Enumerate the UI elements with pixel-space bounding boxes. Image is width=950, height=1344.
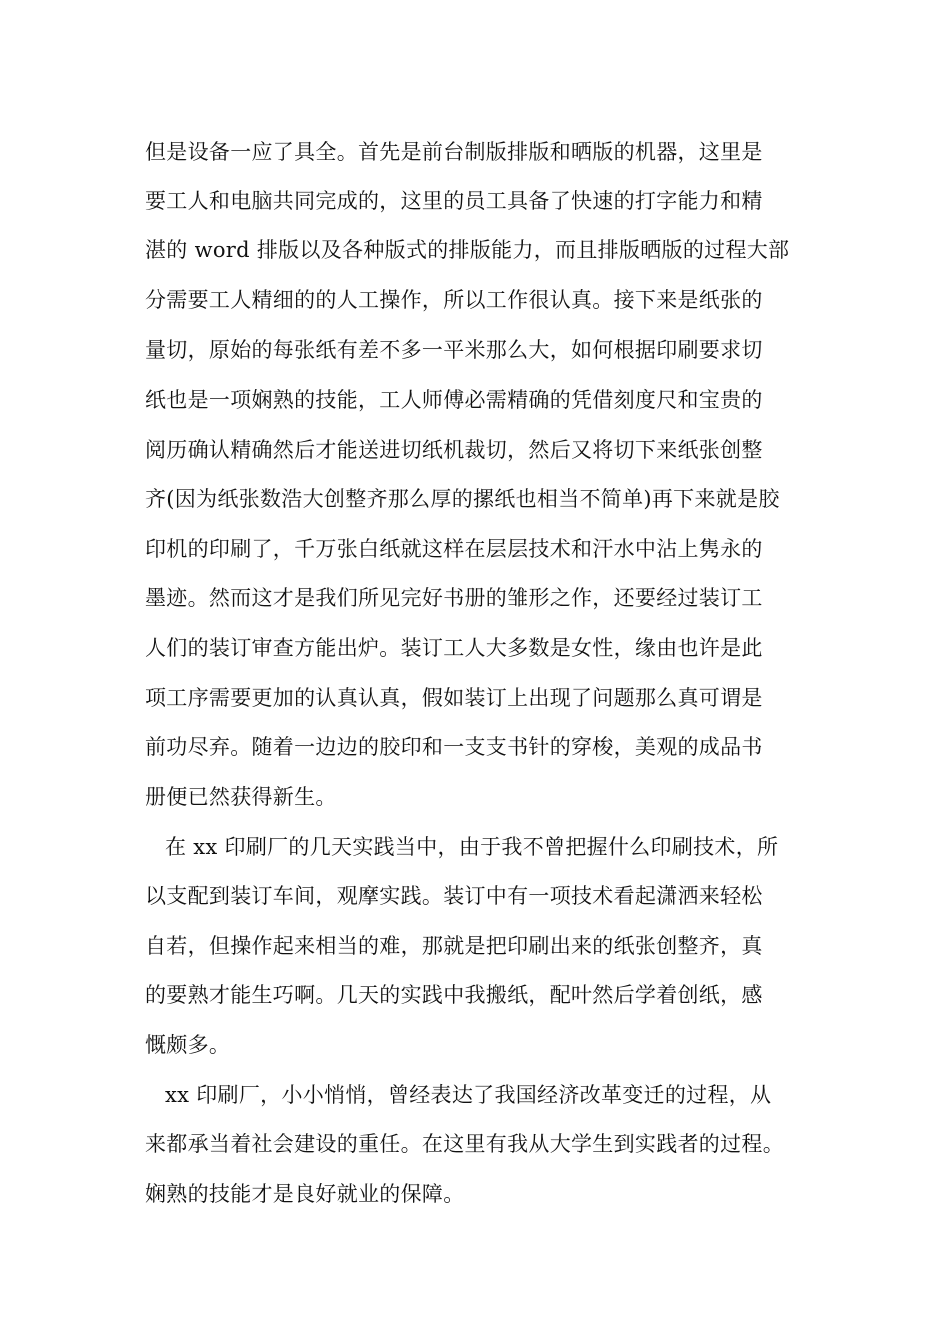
- text-line: 前功尽弃。随着一边边的胶印和一支支书针的穿梭，美观的成品书: [145, 735, 763, 759]
- text-line: 墨迹。然而这才是我们所见完好书册的雏形之作，还要经过装订工: [145, 586, 763, 610]
- text-line: 项工序需要更加的认真认真，假如装订上出现了问题那么真可谓是: [145, 686, 763, 710]
- text-line: 来都承当着社会建设的重任。在这里有我从大学生到实践者的过程。: [145, 1132, 784, 1156]
- text-line: 阅历确认精确然后才能送进切纸机裁切，然后又将切下来纸张创整: [145, 438, 763, 462]
- text-line: 纸也是一项娴熟的技能，工人师傅必需精确的凭借刻度尺和宝贵的: [145, 388, 763, 412]
- text-line: 但是设备一应了具全。首先是前台制版排版和晒版的机器，这里是: [145, 140, 763, 164]
- text-line: 以支配到装订车间，观摩实践。装订中有一项技术看起潇洒来轻松: [145, 884, 763, 908]
- paragraph-first-line: xx 印刷厂，小小悄悄，曾经表达了我国经济改革变迁的过程，从: [165, 1083, 772, 1107]
- text-line: 分需要工人精细的的人工操作，所以工作很认真。接下来是纸张的: [145, 288, 763, 312]
- text-line: 册便已然获得新生。: [145, 785, 337, 809]
- text-line: 慨颇多。: [145, 1033, 231, 1057]
- text-line: 齐(因为纸张数浩大创整齐那么厚的摞纸也相当不简单)再下来就是胶: [145, 487, 780, 511]
- text-line: 湛的 word 排版以及各种版式的排版能力，而且排版晒版的过程大部: [145, 238, 790, 262]
- text-line: 娴熟的技能才是良好就业的保障。: [145, 1182, 465, 1206]
- text-line: 人们的装订审查方能出炉。装订工人大多数是女性，缘由也许是此: [145, 636, 763, 660]
- text-line: 自若，但操作起来相当的难，那就是把印刷出来的纸张创整齐，真: [145, 934, 763, 958]
- text-line: 的要熟才能生巧啊。几天的实践中我搬纸，配叶然后学着创纸，感: [145, 983, 763, 1007]
- text-line: 印机的印刷了，千万张白纸就这样在层层技术和汗水中沾上隽永的: [145, 537, 763, 561]
- text-line: 量切，原始的每张纸有差不多一平米那么大，如何根据印刷要求切: [145, 338, 763, 362]
- text-line: 要工人和电脑共同完成的，这里的员工具备了快速的打字能力和精: [145, 189, 763, 213]
- paragraph-first-line: 在 xx 印刷厂的几天实践当中，由于我不曾把握什么印刷技术，所: [165, 835, 779, 859]
